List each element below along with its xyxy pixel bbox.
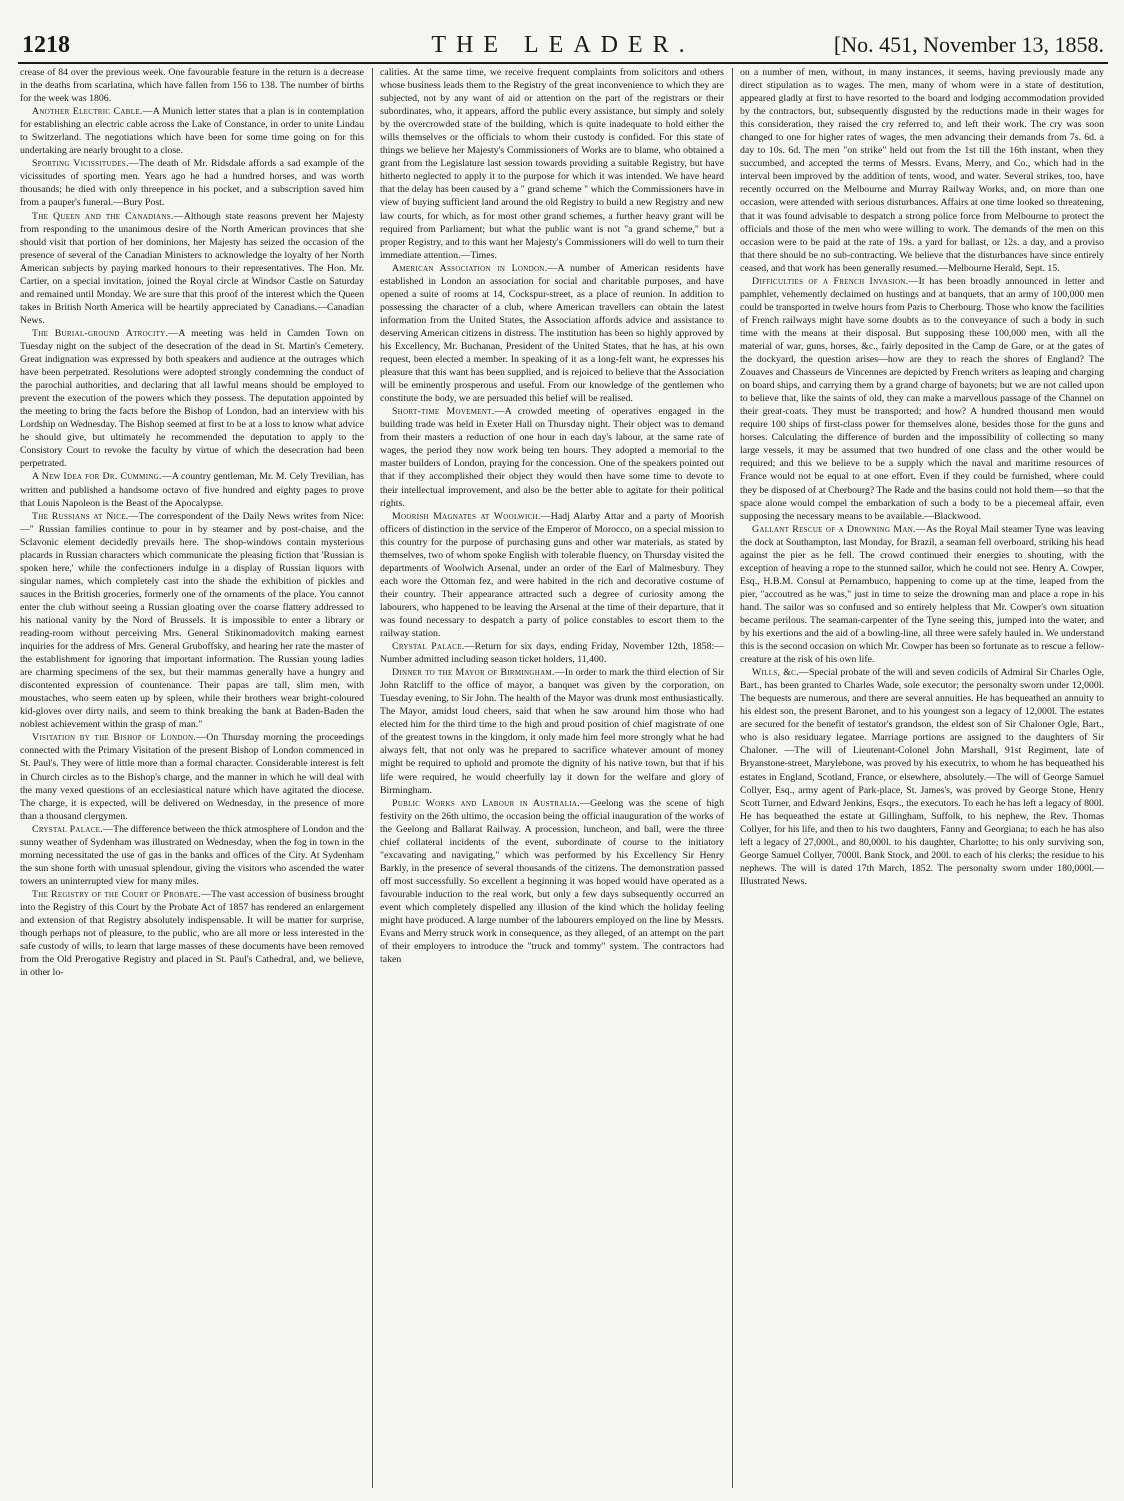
article-text: The difference between the thick atmosphere of London and the sunny weather of Sydenham was illustrated on Wednesday, when the fog in town in the morning necessitated the use of gas in the banks and offices of the City. At Sydenham the sun shone forth with unusual splendour, giving the visitors who ascended the water towers an uninterrupted view for many miles. xyxy=(20,823,364,887)
article xyxy=(20,210,364,327)
article-heading: The Registry of the Court of Probate.— xyxy=(32,888,212,900)
page-number: 1218 xyxy=(22,32,70,58)
article xyxy=(20,327,364,471)
article-heading: The Queen and the Canadians.— xyxy=(32,210,184,222)
article xyxy=(20,470,364,509)
article-text: A meeting was held in Camden Town on Tuesday night on the subject of the desecration of the dead in St. Martin's Cemetery. Great indignation was expressed by both speakers and audience at the outrages which have been perpetrated. Resolutions were adopted strongly condemning the conduct of the parochial authorities, and declaring that all lawful means should be employed to prevent the execution of the powers which they possess. The deputation appointed by the meeting to bring the facts before the Bishop of London, had an interview with his Lordship on Wednesday. The Bishop seemed at first to be at a loss to know what advice he should give, but ultimately he recommended the deputation to apply to the Consistory Court to revoke the faculty by virtue of which the desecration had been perpetrated. xyxy=(20,327,364,470)
article xyxy=(20,510,364,732)
column-1 xyxy=(20,66,364,1491)
article-text: In order to mark the third election of Sir John Ratcliff to the office of mayor, a banquet was given by the corporation, on Tuesday evening, to Sir John. The health of the Mayor was drunk most enthusiastically. The Mayor, amidst loud cheers, said that when he saw around him those who had elected him for the third time to the high and proud position of chief magistrate of one of the greatest towns in the kingdom, it only made him feel more strongly what he had always felt, that not only was he prepared to sacrifice whatever amount of money might be required to uphold and promote the dignity of his native town, but that if his life were required, he would cheerfully lay it down for the welfare and glory of Birmingham. xyxy=(380,667,724,796)
issue-info: [No. 451, November 13, 1858. xyxy=(833,32,1104,57)
article xyxy=(20,823,364,888)
article-text: on a number of men, without, in many instances, it seems, having previously made any direct stipulation as to wages. The men, many of whom were in a state of destitution, appeared gladly at first to have resorted to the board and lodging accommodation provided by the contractors, but, subsequently disgusted by the reductions made in their wages for this consideration, they raised the cry referred to, and left their work. The cry was soon changed to one for higher rates of wages, the men advancing their demands from 7s. 6d. a day to 10s. 6d. The men "on strike" held out from the 1st till the 16th instant, when they succumbed, and accepted the terms of Messrs. Evans, Merry, and Co., which had in the interval been improved by the addition of tents, wood, and water. Several strikes, too, have recently occurred on the Melbourne and Murray Railway Works, and, on more than one occasion, were attended with serious disturbances. Affairs at one time looked so threatening, that it was found advisable to despatch a strong police force from Melbourne to protect the officials and those of the men who were willing to work. The demands of the men on this occasion were to be paid at the rate of 19s. a yard for ballast, or 12s. a day, and a proviso that there should be no sub-contracting. We believe that the disturbances have since entirely ceased, and that work has been generally resumed.—Melbourne Herald, Sept. 15. xyxy=(740,67,1104,274)
article xyxy=(380,666,724,796)
article-heading: A New Idea for Dr. Cumming.— xyxy=(32,471,172,483)
article xyxy=(380,405,724,509)
article-text: A Munich letter states that a plan is in contemplation for establishing an electric cable across the Lake of Constance, in order to unite Lindau to Switzerland. The negotiations which have been for some time going on for this undertaking are nearly brought to a close. xyxy=(20,106,364,157)
article-text: The correspondent of the Daily News writes from Nice:—" Russian families continue to pour in by steamer and by post-chaise, and the Sclavonic element decidedly prevails here. The shop-windows contain mysterious placards in Russian characters which communicate the pleasing fiction that 'Russian is spoken here,' while the confectioners indulge in a display of Russian liquors with singular names, which completely cast into the shade the exhibition of pickles and sauces in the British groceries, formerly one of the ornaments of the place. You cannot enter the club without seeing a Russian gloating over the coarse flattery addressed to his national vanity by the Nord of Brussels. It is impossible to enter a library or reading-room without perceiving Mrs. General Stikinomadovitch making earnest inquiries for the address of Mrs. General Gruboffsky, and hearing her rate the master of the establishment for ignoring that important information. The Russian young ladies are charming specimens of the sex, but their mammas generally have a hungry and discontented expression of countenance. Their papas are tall, slim men, with moustaches, who seem eaten up by spleen, while their brothers wear bright-coloured kid-gloves over dirty nails, and seem to think breaking the bank at Baden-Baden the noblest achievement within the grasp of man." xyxy=(20,510,364,731)
article-text: Geelong was the scene of high festivity on the 26th ultimo, the occasion being the official inauguration of the works of the Geelong and Ballarat Railway. A procession, luncheon, and ball, were the three chief collateral incidents of the event, subordinate of course to the initiatory "excavating and navigating," which was performed by his Excellency Sir Henry Barkly, in the presence of several thousands of the citizens. The demonstration passed off most successfully. So excellent a beginning it was hoped would have operated as a favourable induction to the real work, but only a few days subsequently occurred an event which completely dispelled any illusion of the kind which the holiday feeling might have produced. A large number of the labourers employed on the line by Messrs. Evans and Merry struck work in consequence, as they alleged, of an attempt on the part of their employers to introduce the "truck and tommy" system. The contractors had taken xyxy=(380,797,724,966)
article xyxy=(380,797,724,967)
article-heading: Public Works and Labour in Australia.— xyxy=(392,797,591,809)
article xyxy=(740,275,1104,523)
article-text: As the Royal Mail steamer Tyne was leaving the dock at Southampton, last Monday, for Brazil, a seaman fell overboard, striking his head against the pier as he fell. The crowd continued their energies to shouting, with the exception of heaving a rope to the stunned sailor, which he could not see. Henry A. Cowper, Esq., H.B.M. Consul at Pernambuco, happening to come up at the time, leaped from the pier, "accoutred as he was," just in time to seize the drowning man and place a rope in his hand. The sailor was so confused and so entirely helpless that Mr. Cowper's own situation became perilous. The seaman-carpenter of the Tyne seeing this, jumped into the water, and by his exertions and the aid of a bowling-line, all three were safely hauled in. We understand this is the second occasion on which Mr. Cowper has been so fortunate as to rescue a fellow-creature at the risk of his own life. xyxy=(740,523,1104,666)
article xyxy=(20,66,364,105)
article-text: Special probate of the will and seven codicils of Admiral Sir Charles Ogle, Bart., has been granted to Charles Wade, sole executor; the personalty sworn under 12,000l. The bequests are numerous, and there are several annuities. He has bequeathed an annuity to his eldest son, the present Baronet, and to his youngest son a legacy of 12,000l. The estates are secured for the benefit of testator's grandson, the eldest son of Sir Chaloner Ogle, Bart., who is also residuary legatee. Marriage portions are assigned to the daughters of Sir Chaloner. —The will of Lieutenant-Colonel John Marshall, 91st Regiment, late of Bryanstone-street, Marylebone, was proved by his executrix, to whom he has bequeathed his estates in England, Scotland, France, or elsewhere, absolutely.—The will of George Samuel Collyer, Esq., army agent of Park-place, St. James's, was proved by George Stone, Henry Scott Turner, and Edward Jenkins, Esqrs., the executors. To each he has left a legacy of 800l. He has bequeathed the estate at Gillingham, Suffolk, to his nephew, the Rev. Thomas Collyer, for his life, and then to his two daughters, Fanny and Georgiana; to each he has also left a legacy of 27,000l., and 80,000l. to his daughter, Charlotte; to his only surviving son, George Samuel Collyer, 7000l. Bank Stock, and 200l. to each of his clerks; the residue to his nephews. The will is dated 17th March, 1852. The personalty sworn under 180,000l.—Illustrated News. xyxy=(740,667,1104,887)
article xyxy=(380,66,724,262)
article xyxy=(20,105,364,157)
article-heading: Crystal Palace.— xyxy=(392,641,475,653)
article-text: crease of 84 over the previous week. One favourable feature in the return is a decrease in the deaths from scarlatina, which have fallen from 156 to 138. The number of births for the week was 1806. xyxy=(20,67,364,105)
article xyxy=(20,157,364,209)
article-heading: Short-time Movement.— xyxy=(392,406,505,418)
article xyxy=(740,523,1104,667)
article-heading: Difficulties of a French Invasion.— xyxy=(752,275,919,287)
article-text: Return for six days, ending Friday, November 12th, 1858:—Number admitted including season ticket holders, 11,400. xyxy=(380,641,724,666)
column-rule xyxy=(732,68,733,1488)
article-text: calities. At the same time, we receive frequent complaints from solicitors and others whose business leads them to the Registry of the great inconvenience to which they are subjected, not by any want of aid or attention on the part of the registrars or their subordinates, who, it appears, afford the public every assistance, but simply and solely by the overcrowded state of the building, which is quite inadequate to hold either the wills themselves or the officials to whom their custody is confided. For this state of things we believe her Majesty's Commissioners of Works are to blame, who obtained a grant from the Legislature last session towards providing a suitable Registry, but have hitherto neglected to apply it to the purpose for which it was intended. We have heard that the delay has been caused by a " grand scheme " which the Commissioners have in view of buying sufficient land around the old Registry to build a new Registry and new law courts, for which, as for most other grand schemes, a further heavy grant will be required from Parliament; but what the public want is not "a grand scheme," but a proper Registry, and to this want her Majesty's Commissioners will do well to turn their immediate attention.—Times. xyxy=(380,67,724,261)
article xyxy=(740,666,1104,888)
article-text: Although state reasons prevent her Majesty from responding to the unanimous desire of the North American provinces that she should visit that portion of her dominions, her Majesty has seized the occasion of the presence of several of the Canadian Ministers to acknowledge the loyalty of her North American subjects by paying marked honours to their representatives. The Hon. Mr. Cartier, on a special invitation, joined the Royal circle at Windsor Castle on Saturday and remained until Monday. We are sure that this proof of the interest which the Queen takes in British North America will be heartily appreciated by Canadians.—Canadian News. xyxy=(20,210,364,326)
article-text: A crowded meeting of operatives engaged in the building trade was held in Exeter Hall on Thursday night. Their object was to demand from their masters a reduction of one hour in each day's labour, at the same rate of wages, the period they now work being ten hours. They adopted a memorial to the master builders of London, praying for the concession. One of the speakers pointed out that if they accomplished their object they would then have some time to devote to their intellectual improvement, and also be the better able to agitate for their political rights. xyxy=(380,406,724,509)
column-2 xyxy=(380,66,724,1491)
article xyxy=(20,888,364,979)
article-text: A country gentleman, Mr. M. Cely Trevilian, has written and published a handsome octavo of five hundred and eighty pages to prove that Louis Napoleon is the Beast of the Apocalypse. xyxy=(20,471,364,509)
article-heading: Visitation by the Bishop of London.— xyxy=(32,732,207,744)
article-heading: The Russians at Nice.— xyxy=(32,510,139,522)
masthead xyxy=(18,22,1108,64)
column-rule xyxy=(372,68,373,1488)
article-text: The vast accession of business brought into the Registry of this Court by the Probate Act of 1857 has rendered an enlargement and extension of that Registry absolutely indispensable. It will be matter for surprise, though perhaps not of pleasure, to the public, who are all more or less interested in the safe custody of wills, to learn that large masses of these documents have been removed from the Old Prerogative Registry and placed in St. Paul's Cathedral, and, we believe, in other lo- xyxy=(20,888,364,979)
article-heading: Another Electric Cable.— xyxy=(32,106,153,118)
article-heading: Wills, &c.— xyxy=(752,667,809,679)
article-text: It has been broadly announced in letter and pamphlet, vehemently declaimed on hustings and at banquets, that an army of 100,000 men could be transported in twelve hours from Paris to Cherbourg. Those who know the facilities of French railways might have some doubts as to the conveyance of such a body in such time with the means at their disposal. But supposing these 100,000 men, with all the material of war, guns, horses, &c., fairly deposited in the Camp de Gare, or at the gates of the dockyard, the question arises—how are they to reach the shores of England? The Zouaves and Chasseurs de Vincennes are depicted by French writers as leaping and charging on board ships, and carrying them by a grand charge of bayonets; but we are not called upon to believe that, like the saints of old, they can make a marvellous passage of the Channel on their great-coats. They must be transported; and how? A hundred thousand men would require 100 ships of first-class power for themselves alone, besides those for the guns and horses. Calculating the difference of burden and the impossibility of collecting so many large vessels, it may be assumed that two hundred of one class and the other would be required; and this we believe to be a supply which the naval and maritime resources of France would not be equal to at one effort. Even if they could be furnished, where could they be disposed of at Cherbourg? The Rade and the basins could not hold them—so that the space alone would compel the embarkation of such a body to be a piecemeal affair, even supposing the necessary means to be available.—Blackwood. xyxy=(740,275,1104,522)
article-heading: Dinner to the Mayor of Birmingham.— xyxy=(392,667,565,679)
article-text: The death of Mr. Ridsdale affords a sad example of the vicissitudes of sporting men. Years ago he had a hundred horses, and was worth thousands; he died with only threepence in his pocket, and a subscription saved him from a pauper's funeral.—Bury Post. xyxy=(20,158,364,209)
column-3 xyxy=(740,66,1104,1491)
newspaper-title: THE LEADER. xyxy=(431,32,695,58)
article-heading: The Burial-ground Atrocity.— xyxy=(32,327,179,339)
article-heading: American Association in London.— xyxy=(392,262,558,274)
article xyxy=(380,510,724,640)
article-text: On Thursday morning the proceedings connected with the Primary Visitation of the present Bishop of London commenced in St. Paul's. They were of little more than a formal character. Considerable interest is felt in Church circles as to the Bishop's charge, and the manner in which he will deal with the many vexed questions of an ecclesiastical nature which have agitated the diocese. The charge, it is expected, will be delivered on Wednesday, in the presence of more than a thousand clergymen. xyxy=(20,732,364,822)
article xyxy=(20,731,364,822)
article-text: Hadj Alarby Attar and a party of Moorish officers of distinction in the service of the Emperor of Morocco, on a special mission to this country for the purpose of purchasing guns and other war materials, as stated by themselves, two of whom spoke English with tolerable fluency, on Thursday visited the departments of Woolwich Arsenal, under an order of the Earl of Malmesbury. They each wore the Ottoman fez, and were habited in the rich and decorative costume of their country. Their appearance attracted such a degree of curiosity among the labourers, who happened to be leaving the Arsenal at the time of their departure, that it was found necessary to despatch a party of police constables to escort them to the railway station. xyxy=(380,510,724,640)
article xyxy=(380,640,724,666)
article xyxy=(380,262,724,406)
article-heading: Sporting Vicissitudes.— xyxy=(32,158,139,170)
article-heading: Moorish Magnates at Woolwich.— xyxy=(392,510,551,522)
article-heading: Crystal Palace.— xyxy=(32,823,114,835)
article xyxy=(740,66,1104,275)
article-text: A number of American residents have established in London an association for social and charitable purposes, and have opened a suite of rooms at 14, Cockspur-street, as a place of reunion. In addition to possessing the character of a club, where American travellers can obtain the latest information from the United States, the Association affords advice and assistance to deserving American citizens in distress. The institution has been so highly approved by his Excellency, Mr. Buchanan, President of the United States, that he has, at his own request, been elected a member. In speaking of it as a long-felt want, he expresses his pleasure that this want has been supplied, and is rejoiced to believe that the Association will be eminently prosperous and useful. From our knowledge of the gentlemen who constitute the body, we are persuaded this belief will be realised. xyxy=(380,262,724,405)
article-heading: Gallant Rescue of a Drowning Man.— xyxy=(752,523,926,535)
